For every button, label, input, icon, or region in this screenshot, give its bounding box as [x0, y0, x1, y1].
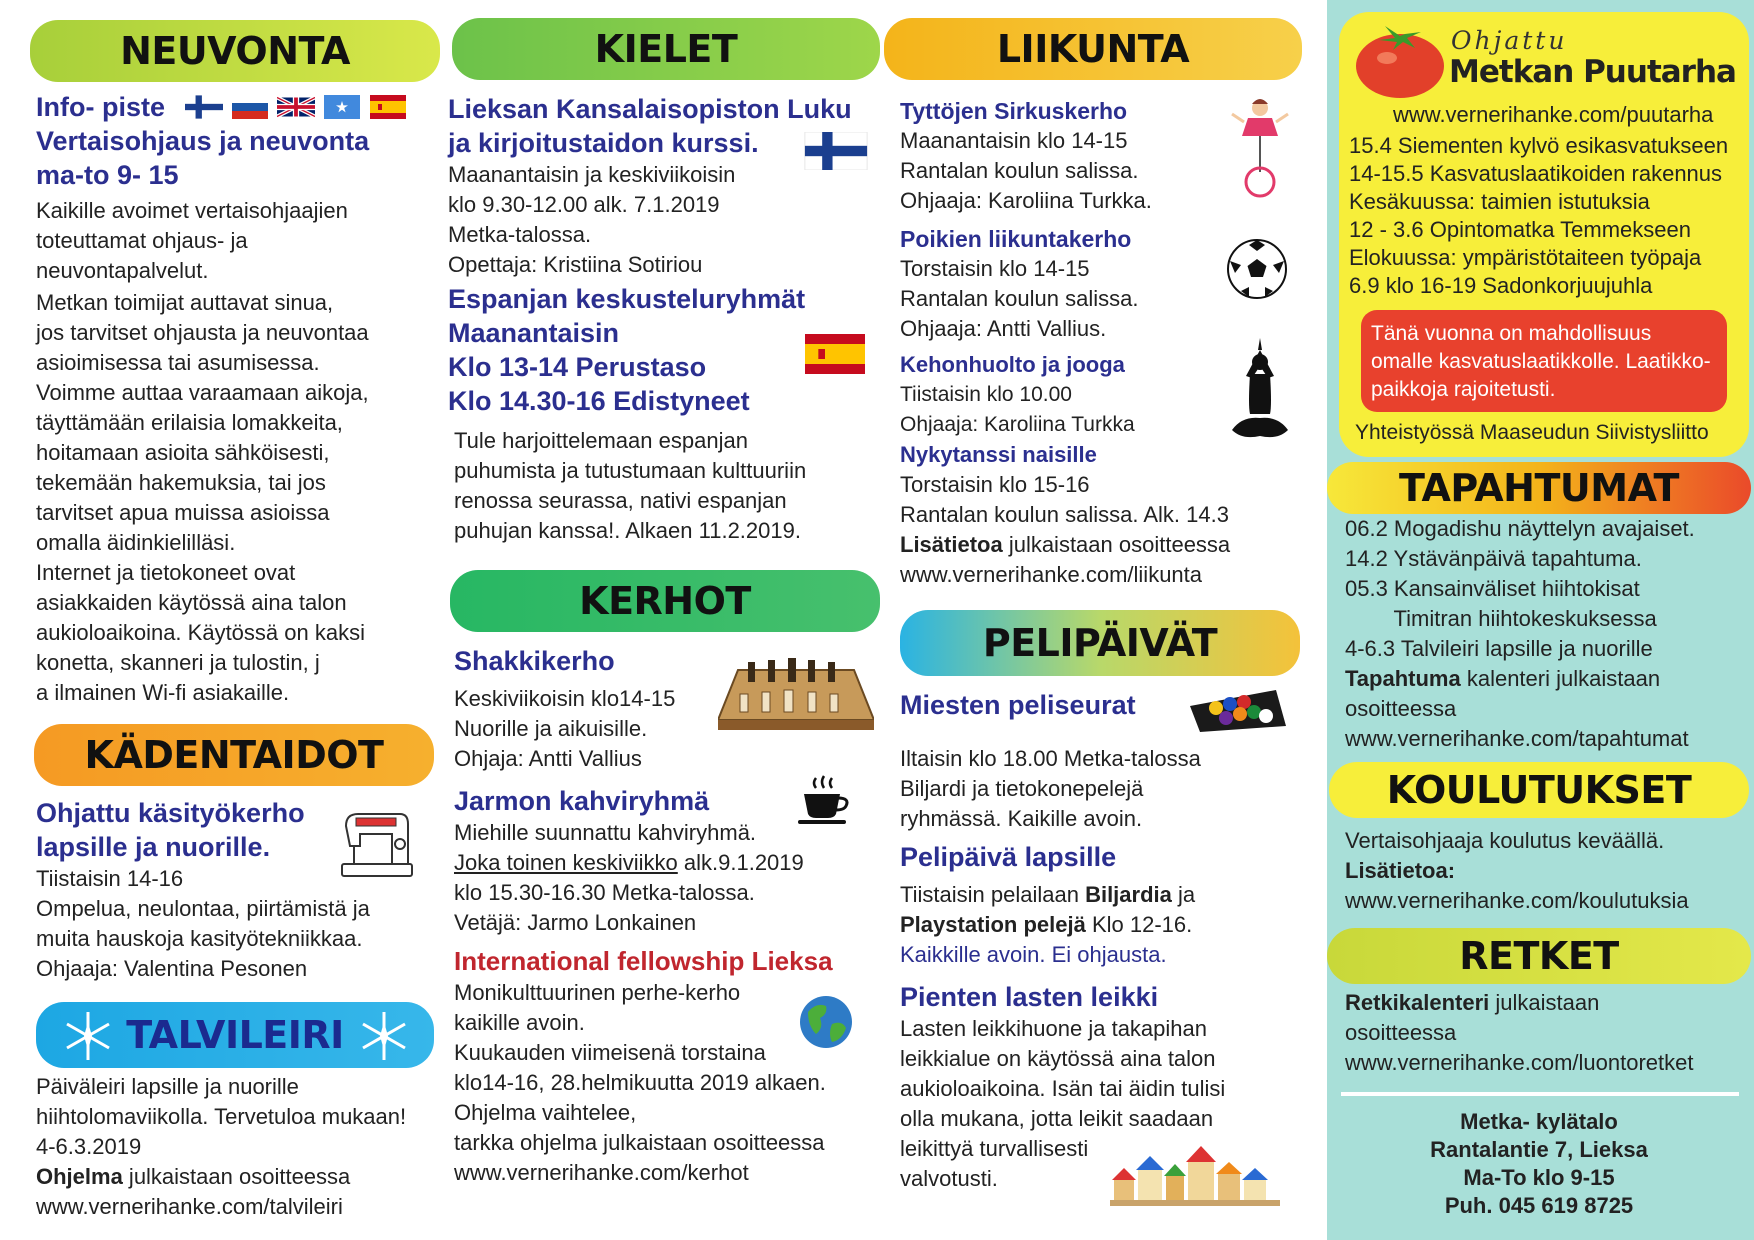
text-line: 14-15.5 Kasvatuslaatikoiden rakennus [1349, 161, 1723, 186]
text-line: Tiistaisin 14-16 [36, 866, 184, 891]
spain-flag-icon [800, 334, 870, 374]
text: julkaistaan [1489, 990, 1600, 1015]
text-line: Maanantaisin klo 14-15 [900, 128, 1128, 153]
text-line: Rantalan koulun salissa. [900, 158, 1139, 183]
text-line: Metka-talossa. [448, 222, 592, 247]
text-line: Kaikkille avoin. Ei ohjausta. [900, 942, 1167, 967]
text: alk.9.1.2019 [677, 850, 804, 875]
soccer-ball-icon [1226, 238, 1288, 300]
text-line: valvotusti. [900, 1166, 998, 1191]
info-paragraph-2 [36, 288, 436, 708]
text-line: olla mukana, jotta leikit saadaan [900, 1106, 1214, 1131]
kerhot-url[interactable]: www.vernerihanke.com/kerhot [454, 1160, 749, 1185]
header-talvileiri-label: TALVILEIRI [126, 1013, 344, 1057]
text-line: toteuttamat ohjaus- ja [36, 228, 248, 253]
header-neuvonta-label: NEUVONTA [120, 29, 350, 73]
notice-box [1361, 310, 1727, 412]
header-tapahtumat [1327, 462, 1751, 514]
spain-flag-icon [369, 95, 407, 119]
text: ja [1171, 882, 1196, 907]
text-line: Ompelua, neulontaa, piirtämistä ja [36, 896, 370, 921]
text-line: Tule harjoittelemaan espanjan [454, 428, 748, 453]
text-line: 05.3 Kansainväliset hiihtokisat [1345, 576, 1640, 601]
text-line: omalle kasvatuslaatikkolle. Laatikko- [1371, 350, 1711, 373]
text-line: leikkialue on käytössä aina talon [900, 1046, 1216, 1071]
text-line: 12 - 3.6 Opintomatka Temmekseen [1349, 217, 1691, 242]
header-retket-label: RETKET [1459, 934, 1619, 978]
text-line: Lasten leikkihuone ja takapihan [900, 1016, 1208, 1041]
kasityo-title-2: lapsille ja nuorille. [36, 832, 271, 862]
bold-text: Retkikalenteri [1345, 990, 1490, 1015]
poikien-title: Poikien liikuntakerho [900, 226, 1132, 252]
text-line: 06.2 Mogadishu näyttelyn avajaiset. [1345, 516, 1695, 541]
text-line: Nuorille ja aikuisille. [454, 716, 648, 741]
header-liikunta [884, 18, 1302, 80]
bold-text: Tapahtuma [1345, 666, 1461, 691]
tomato-icon [1353, 18, 1447, 100]
bold-text: Ohjelma [36, 1164, 123, 1189]
info-subtitle-2: ma-to 9- 15 [36, 160, 179, 190]
text-line: Rantalan koulun salissa. [900, 286, 1139, 311]
text-line: konetta, skanneri ja tulostin, j [36, 650, 320, 675]
text-line: klo14-16, 28.helmikuutta 2019 alkaen. [454, 1070, 826, 1095]
text-line: 4-6.3 Talvileiri lapsille ja nuorille [1345, 636, 1653, 661]
pelipaiva-title: Pelipäivä lapsille [900, 842, 1117, 872]
underlined-text: Joka toinen keskiviikko [454, 850, 678, 875]
text-line: 6.9 klo 16-19 Sadonkorjuujuhla [1349, 273, 1653, 298]
text-line: jos tarvitset ohjausta ja neuvontaa [36, 320, 369, 345]
tapahtumat-url[interactable]: www.vernerihanke.com/tapahtumat [1345, 726, 1689, 751]
text-line [454, 848, 884, 878]
jooga-title: Kehonhuolto ja jooga [900, 352, 1125, 377]
text-line: omalla äidinkielilläsi. [36, 530, 236, 555]
header-liikunta-label: LIIKUNTA [996, 27, 1190, 71]
header-pelipaivat [900, 610, 1300, 676]
puutarha-panel [1339, 12, 1749, 457]
bold-text: Biljardia [1085, 882, 1172, 907]
uk-flag-icon [277, 95, 315, 119]
yoga-figure-icon [1228, 336, 1292, 446]
text-line: Timitran hiihtokeskuksessa [1345, 606, 1657, 631]
text-line: Ohjaaja: Valentina Pesonen [36, 956, 308, 981]
text-line: muita hauskoja kasityötekniikkaa. [36, 926, 363, 951]
finland-flag-icon [804, 132, 868, 170]
espanja-level-1: Klo 13-14 Perustaso [448, 352, 707, 382]
divider [1341, 1092, 1739, 1096]
logo-small-text: Ohjattu [1451, 26, 1568, 55]
address-line: Metka- kylätalo [1460, 1109, 1618, 1134]
nykytanssi-title: Nykytanssi naisille [900, 442, 1097, 467]
text-line: Päiväleiri lapsille ja nuorille [36, 1074, 299, 1099]
text-line: hoitamaan asioita sähköisesti, [36, 440, 330, 465]
text: julkaistaan osoitteessa [122, 1164, 351, 1189]
column-2 [446, 0, 886, 1240]
text-line: asioimisessa tai asumisessa. [36, 350, 320, 375]
header-kadentaidot [34, 724, 434, 786]
column-3 [880, 0, 1310, 1240]
text-line: Kaikille avoimet vertaisohjaajien [36, 198, 348, 223]
shakki-title: Shakkikerho [454, 646, 615, 676]
espanja-day: Maanantaisin [448, 318, 620, 348]
header-kadentaidot-label: KÄDENTAIDOT [84, 733, 384, 777]
header-kerhot [450, 570, 880, 632]
text-line: hiihtolomaviikolla. Tervetuloa mukaan! [36, 1104, 407, 1129]
text-line [900, 910, 1320, 940]
text-line [36, 1162, 446, 1192]
text-line: Ohjaaja: Karoliina Turkka [900, 413, 1135, 436]
text: Klo 12-16. [1085, 912, 1193, 937]
text-line: Keskiviikoisin klo14-15 [454, 686, 676, 711]
text-line: tarvitset apua muissa asioissa [36, 500, 330, 525]
espanja-level-2: Klo 14.30-16 Edistyneet [448, 386, 750, 416]
text: Tiistaisin pelailaan [900, 882, 1086, 907]
text-line: asiakkaiden käytössä aina talon [36, 590, 347, 615]
text-line: neuvontapalvelut. [36, 258, 209, 283]
globe-icon [798, 994, 854, 1050]
text-line: Tiistaisin klo 10.00 [900, 383, 1072, 406]
text-line: puhujan kanssa!. Alkaen 11.2.2019. [454, 518, 801, 543]
text-line: Maanantaisin ja keskiviikoisin [448, 162, 736, 187]
text-line: Ohjaja: Antti Vallius [454, 746, 642, 771]
text-line: Biljardi ja tietokonepelejä [900, 776, 1144, 801]
kahvi-title: Jarmon kahviryhmä [454, 786, 710, 816]
text-line: osoitteessa [1345, 696, 1457, 721]
text-line: Kesäkuussa: taimien istutuksia [1349, 189, 1650, 214]
text-line: Vetäjä: Jarmo Lonkainen [454, 910, 697, 935]
text-line: Ohjaaja: Antti Vallius. [900, 316, 1107, 341]
text-line: Kuukauden viimeisenä torstaina [454, 1040, 766, 1065]
info-paragraph-1 [36, 196, 436, 286]
column-4 [1327, 0, 1754, 1240]
sewing-machine-icon [336, 806, 416, 884]
snowflake-icon [60, 1008, 116, 1064]
header-neuvonta [30, 20, 440, 82]
text-line: Ohjaaja: Karoliina Turkka. [900, 188, 1152, 213]
pienten-title: Pienten lasten leikki [900, 982, 1159, 1012]
text-line: Internet ja tietokoneet ovat [36, 560, 296, 585]
text-line: Tänä vuonna on mahdollisuus [1371, 322, 1652, 345]
text-line: puhumista ja tutustumaan kulttuuriin [454, 458, 807, 483]
text-line: 15.4 Siementen kylvö esikasvatukseen [1349, 133, 1729, 158]
text-line: Monikulttuurinen perhe-kerho [454, 980, 741, 1005]
text-line: Miehille suunnattu kahviryhmä. [454, 820, 757, 845]
text-line: Rantalan koulun salissa. Alk. 14.3 [900, 502, 1229, 527]
text-line: aukioloaikoina. Käytössä on kaksi [36, 620, 365, 645]
header-pelipaivat-label: PELIPÄIVÄT [982, 621, 1218, 665]
header-kerhot-label: KERHOT [579, 579, 751, 623]
miesten-title: Miesten peliseurat [900, 690, 1136, 720]
billiard-balls-icon [1186, 686, 1290, 736]
text-line: paikkoja rajoitetusti. [1371, 378, 1556, 401]
russia-flag-icon [231, 95, 269, 119]
address-line: Ma-To klo 9-15 [1463, 1165, 1615, 1190]
text-line: aukioloaikoina. Isän tai äidin tulisi [900, 1076, 1226, 1101]
luontoretket-url[interactable]: www.vernerihanke.com/luontoretket [1345, 1050, 1694, 1075]
column-1 [0, 0, 440, 1240]
header-tapahtumat-label: TAPAHTUMAT [1399, 466, 1679, 510]
text-line: leikittyä turvallisesti [900, 1136, 1089, 1161]
puutarha-url[interactable]: www.vernerihanke.com/puutarha [1393, 102, 1714, 127]
text-line: klo 15.30-16.30 Metka-talossa. [454, 880, 755, 905]
logo-title: Metkan Puutarha [1449, 54, 1736, 90]
espanja-title: Espanjan keskusteluryhmät [448, 284, 806, 314]
header-retket [1327, 928, 1751, 984]
bold-text: Lisätietoa: [1345, 858, 1456, 883]
text-line: Metkan toimijat auttavat sinua, [36, 290, 334, 315]
header-talvileiri [36, 1002, 434, 1068]
text-line: kaikille avoin. [454, 1010, 585, 1035]
text: julkaistaan osoitteessa [1002, 532, 1231, 557]
snowflake-icon [356, 1008, 412, 1064]
talvileiri-url[interactable]: www.vernerihanke.com/talvileiri [36, 1194, 343, 1219]
text-line: 4-6.3.2019 [36, 1134, 142, 1159]
text-line: Voimme auttaa varaamaan aikoja, [36, 380, 369, 405]
text-line: a ilmainen Wi-fi asiakaille. [36, 680, 290, 705]
text-line [900, 880, 1320, 910]
luku-title-1: Lieksan Kansalaisopiston Luku [448, 94, 852, 124]
coffee-cup-icon [796, 774, 852, 826]
text-line: Iltaisin klo 18.00 Metka-talossa [900, 746, 1201, 771]
text-line [900, 530, 1320, 560]
text-line [1345, 664, 1749, 694]
text-line: Vertaisohjaaja koulutus keväällä. [1345, 828, 1665, 853]
header-koulutukset-label: KOULUTUKSET [1386, 768, 1692, 812]
text-line: ryhmässä. Kaikille avoin. [900, 806, 1143, 831]
address-block [1327, 1108, 1751, 1220]
luku-title-2: ja kirjoitustaidon kurssi. [448, 128, 759, 158]
yhteistyo-text: Yhteistyössä Maaseudun Siivistysliitto [1355, 421, 1709, 444]
text-line: renossa seurassa, nativi espanjan [454, 488, 787, 513]
text-line [1345, 988, 1749, 1018]
text-line: osoitteessa [1345, 1020, 1457, 1045]
text-line: tarkka ohjelma julkaistaan osoitteessa [454, 1130, 825, 1155]
text-line: täyttämään erilaisia lomakkeita, [36, 410, 343, 435]
text-line: Elokuussa: ympäristötaiteen työpaja [1349, 245, 1702, 270]
sirkus-title: Tyttöjen Sirkuskerho [900, 98, 1128, 124]
info-subtitle-1: Vertaisohjaus ja neuvonta [36, 126, 370, 156]
phone-number: Puh. 045 619 8725 [1444, 1193, 1634, 1218]
toy-blocks-town-icon [1110, 1140, 1280, 1210]
unicycle-girl-icon [1230, 96, 1290, 200]
text-line: klo 9.30-12.00 alk. 7.1.2019 [448, 192, 720, 217]
kasityo-title-1: Ohjattu käsityökerho [36, 798, 305, 828]
text-line: Ohjelma vaihtelee, [454, 1100, 637, 1125]
text: kalenteri julkaistaan [1460, 666, 1661, 691]
bold-text: Playstation pelejä [900, 912, 1086, 937]
somalia-flag-icon [323, 95, 361, 119]
info-title: Info- piste [36, 92, 165, 122]
koulutuksia-url[interactable]: www.vernerihanke.com/koulutuksia [1345, 888, 1689, 913]
intl-title: International fellowship Lieksa [454, 946, 833, 976]
bold-text: Lisätietoa [900, 532, 1003, 557]
address-line: Rantalantie 7, Lieksa [1430, 1137, 1648, 1162]
liikunta-url[interactable]: www.vernerihanke.com/liikunta [900, 562, 1203, 587]
chess-board-icon [718, 650, 874, 736]
text-line: 14.2 Ystävänpäivä tapahtuma. [1345, 546, 1642, 571]
text-line: Torstaisin klo 14-15 [900, 256, 1090, 281]
text-line: tekemään hakemuksia, tai jos [36, 470, 326, 495]
header-kielet [452, 18, 880, 80]
text-line: Torstaisin klo 15-16 [900, 472, 1090, 497]
header-kielet-label: KIELET [594, 27, 738, 71]
finland-flag-icon [185, 95, 223, 119]
text-line: Opettaja: Kristiina Sotiriou [448, 252, 703, 277]
header-koulutukset [1329, 762, 1749, 818]
